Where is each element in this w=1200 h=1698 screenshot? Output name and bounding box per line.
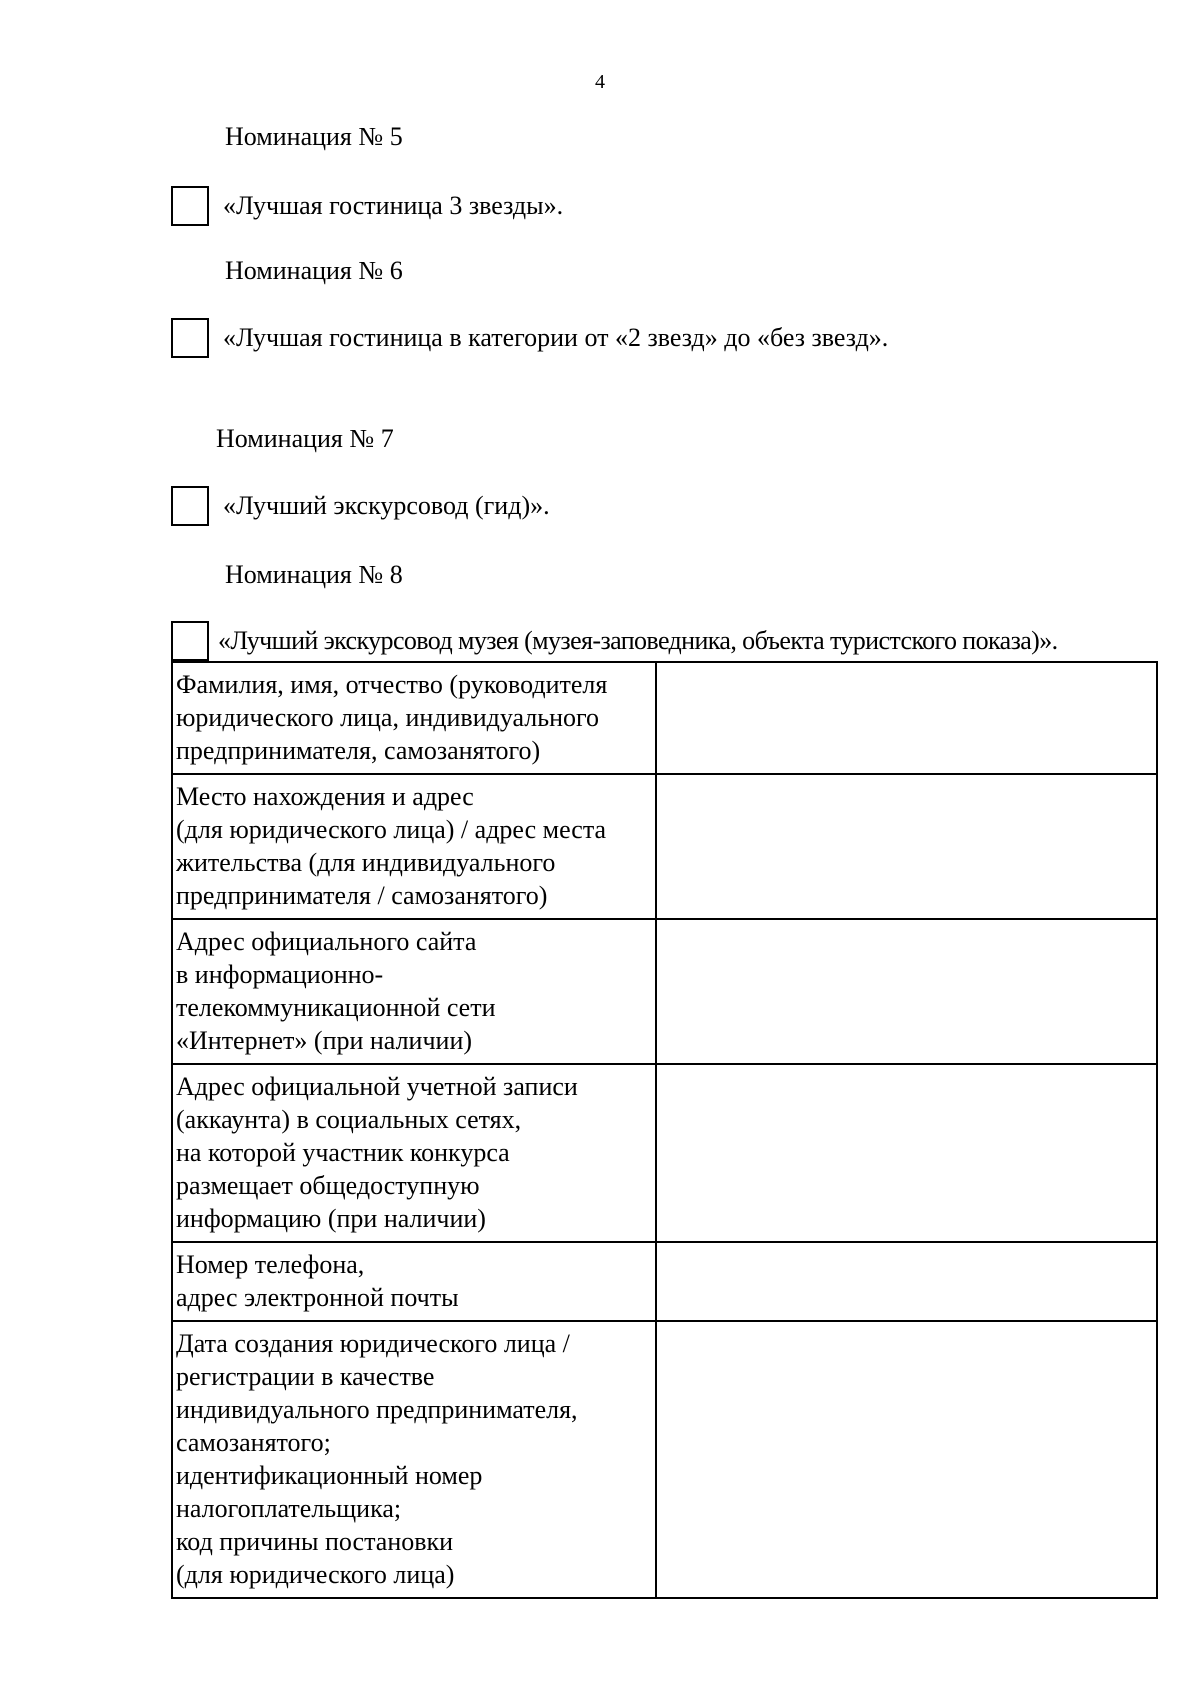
table-row	[172, 774, 1157, 919]
table-row	[172, 1064, 1157, 1242]
nomination-7-checkbox[interactable]	[171, 486, 209, 526]
nomination-6-heading: Номинация № 6	[225, 256, 403, 285]
row-label: Номер телефона, адрес электронной почты	[172, 1242, 656, 1321]
applicant-info-table	[171, 661, 1158, 1599]
row-value-field[interactable]	[656, 662, 1157, 774]
nomination-6-label: «Лучшая гостиница в категории от «2 звезд» до «без звезд».	[223, 323, 889, 352]
row-label: Дата создания юридического лица / регистрации в качестве индивидуального предпринимателя, самозанятого; идентификационный номер налогоплательщика; код причины постановки (для юридического лица)	[172, 1321, 656, 1598]
row-value-field[interactable]	[656, 1321, 1157, 1598]
row-value-field[interactable]	[656, 774, 1157, 919]
row-label: Место нахождения и адрес (для юридического лица) / адрес места жительства (для индивидуального предпринимателя / самозанятого)	[172, 774, 656, 919]
row-label: Адрес официального сайта в информационно- телекоммуникационной сети «Интернет» (при наличии)	[172, 919, 656, 1064]
nomination-8-heading: Номинация № 8	[225, 560, 403, 589]
row-value-field[interactable]	[656, 1242, 1157, 1321]
table-row	[172, 1242, 1157, 1321]
row-value-field[interactable]	[656, 919, 1157, 1064]
row-label: Адрес официальной учетной записи (аккаунта) в социальных сетях, на которой участник конкурса размещает общедоступную информацию (при наличии)	[172, 1064, 656, 1242]
nomination-6-checkbox[interactable]	[171, 318, 209, 358]
nomination-5-heading: Номинация № 5	[225, 122, 403, 151]
page-number: 4	[595, 71, 605, 93]
table-row	[172, 1321, 1157, 1598]
table-row	[172, 662, 1157, 774]
nomination-5-checkbox[interactable]	[171, 186, 209, 226]
table-row	[172, 919, 1157, 1064]
nomination-5-label: «Лучшая гостиница 3 звезды».	[223, 191, 564, 220]
nomination-7-heading: Номинация № 7	[216, 424, 394, 453]
nomination-8-label: «Лучший экскурсовод музея (музея-заповедника, объекта туристского показа)».	[218, 626, 1058, 655]
row-value-field[interactable]	[656, 1064, 1157, 1242]
nomination-8-checkbox[interactable]	[171, 621, 209, 661]
row-label: Фамилия, имя, отчество (руководителя юридического лица, индивидуального предпринимателя, самозанятого)	[172, 662, 656, 774]
nomination-7-label: «Лучший экскурсовод (гид)».	[223, 491, 550, 520]
